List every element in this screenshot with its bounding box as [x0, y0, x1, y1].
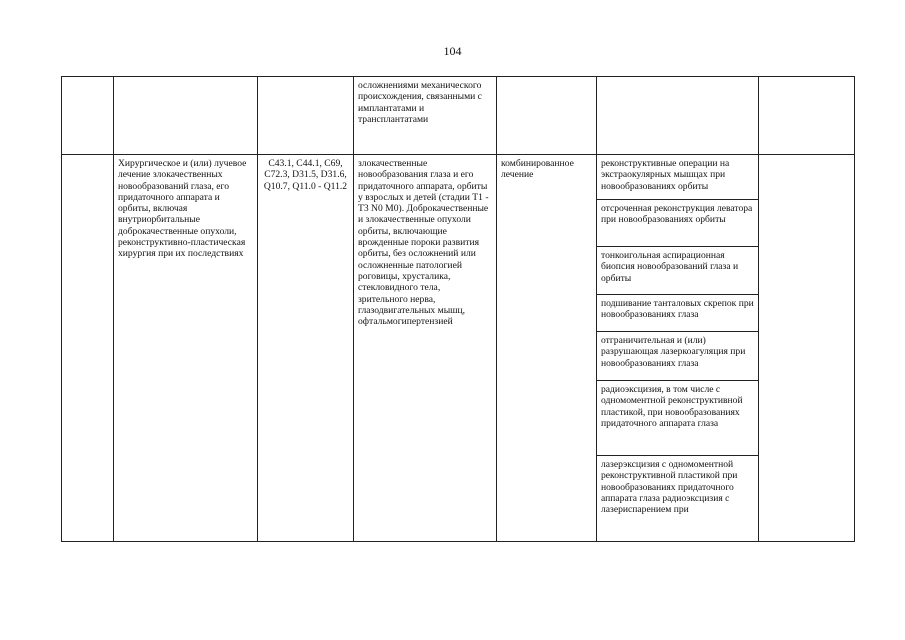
cell-profile	[114, 155, 258, 542]
page-number: 104	[443, 44, 462, 58]
patient-model-tail-text: осложнениями механического происхождения, связанными с имплантатами и трансплантатами	[358, 80, 482, 125]
method-item: лазерэксцизия с одномоментной реконструктивной пластикой при новообразованиях придаточного аппарата глаза радиоэксцизия с лазериспарением при	[601, 459, 738, 516]
method-item: радиоэксцизия, в том числе с одномоментной реконструктивной пластикой, при новообразованиях придаточного аппарата глаза	[597, 381, 758, 456]
cell-methods	[597, 155, 759, 542]
cell-treatment-type	[497, 155, 597, 542]
cell-cost	[759, 155, 855, 542]
method-item: отсроченная реконструкция леватора при новообразованиях орбиты	[597, 200, 758, 247]
cell-icd	[258, 77, 354, 155]
methods-list	[597, 155, 758, 541]
cell-number	[62, 155, 114, 542]
cell-patient-model	[354, 77, 497, 155]
cell-icd	[258, 155, 354, 542]
table-row-continued	[62, 77, 855, 155]
method-item: отграничительная и (или) разрушающая лазеркоагуляция при новообразованиях глаза	[597, 332, 758, 381]
method-item: реконструктивные операции на экстраокулярных мышцах при новообразованиях орбиты	[597, 155, 758, 200]
icd-codes-text: C43.1, C44.1, C69, C72.3, D31.5, D31.6, Q10.7, Q11.0 - Q11.2	[263, 158, 348, 192]
cell-treatment-type	[497, 77, 597, 155]
patient-model-text: злокачественные новообразования глаза и его придаточного аппарата, орбиты у взрослых и детей (стадии T1 - T3 N0 M0). Доброкачественные и злокачественные опухоли орбиты, включающие врожденные пороки развития орбиты, без осложнений или осложненные патологией роговицы, хрусталика, стекловидного тела, зрительного нерва, глазодвигательных мышц, офтальмогипертензией	[358, 158, 489, 328]
treatment-type-text: комбинированное лечение	[501, 158, 574, 181]
medical-services-table	[61, 76, 855, 542]
profile-text: Хирургическое и (или) лучевое лечение злокачественных новообразований глаза, его придаточного аппарата и орбиты, включая внутриорбитальные доброкачественные опухоли, реконструктивно-пластическая хирургия при их последствиях	[118, 158, 247, 260]
table-row-main	[62, 155, 855, 542]
method-item: тонкоигольная аспирационная биопсия новообразований глаза и орбиты	[597, 247, 758, 295]
cell-cost	[759, 77, 855, 155]
method-item: подшивание танталовых скрепок при новообразованиях глаза	[597, 295, 758, 332]
cell-patient-model	[354, 155, 497, 542]
cell-number	[62, 77, 114, 155]
cell-profile	[114, 77, 258, 155]
cell-method	[597, 77, 759, 155]
